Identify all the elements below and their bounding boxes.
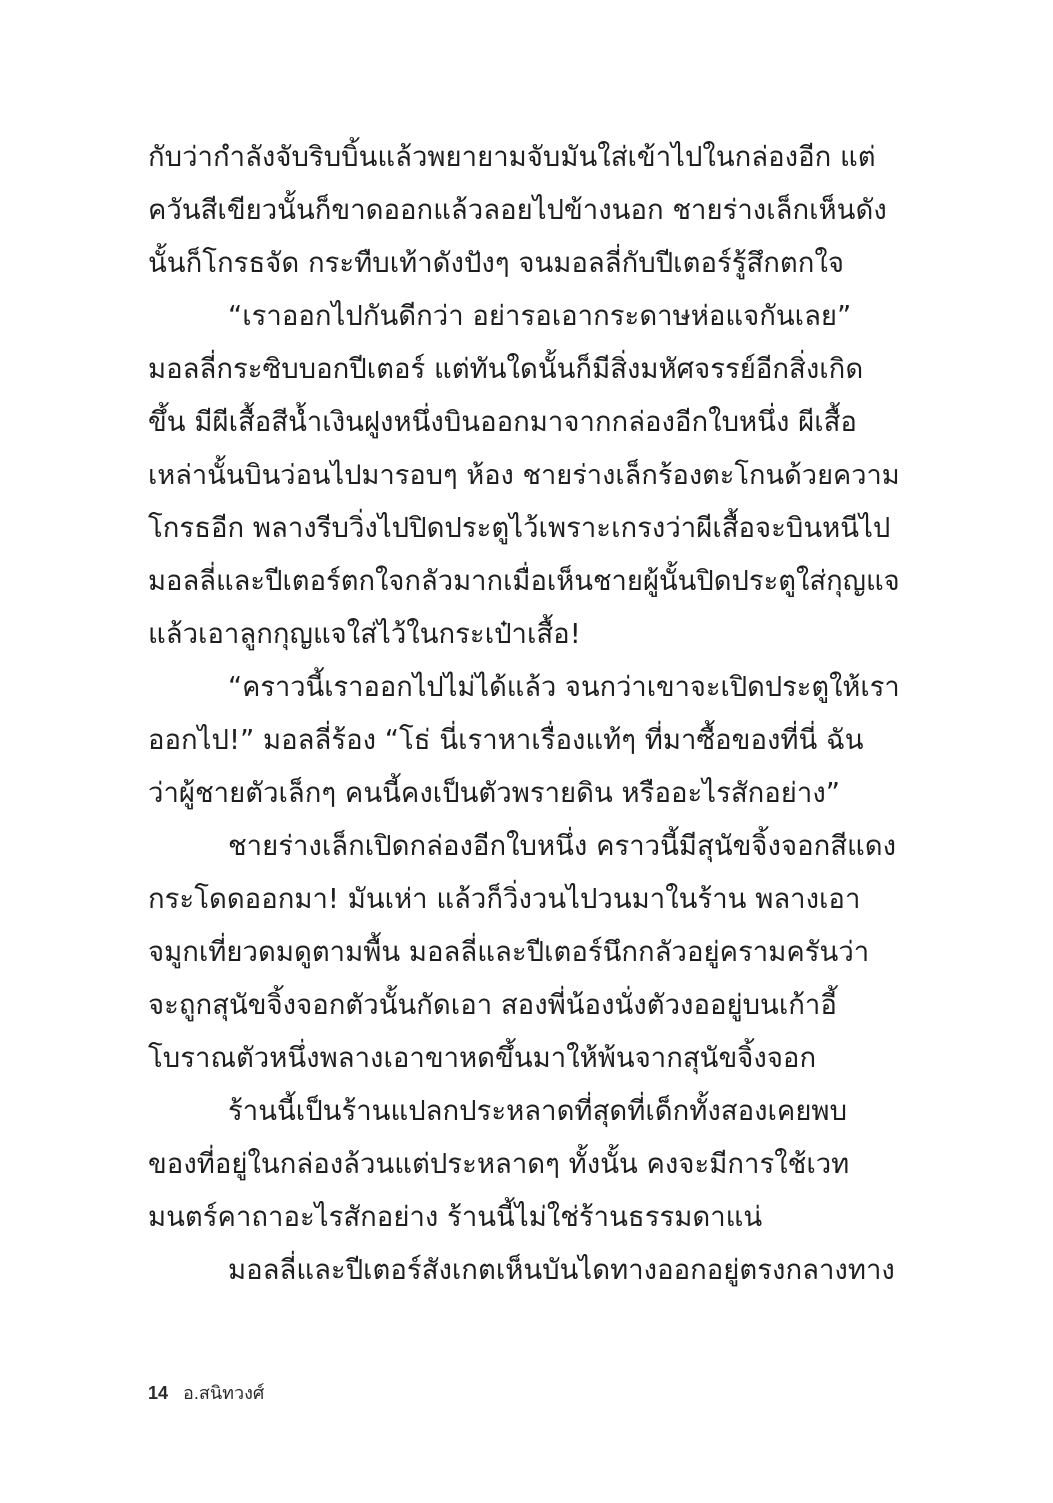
text-line: มอลลี่และปีเตอร์ตกใจกลัวมากเมื่อเห็นชายผู้นั้นปิดประตูใส่กุญแจ bbox=[148, 566, 900, 597]
text-line-paragraph-start: มอลลี่และปีเตอร์สังเกตเห็นบันไดทางออกอยู่ตรงกลางทาง bbox=[228, 1254, 895, 1286]
text-line-paragraph-start: “คราวนี้เราออกไปไม่ได้แล้ว จนกว่าเขาจะเปิดประตูให้เรา bbox=[228, 672, 900, 703]
body-text bbox=[148, 131, 900, 1297]
text-line: โกรธอีก พลางรีบวิ่งไปปิดประตูไว้เพราะเกรงว่าผีเสื้อจะบินหนีไป bbox=[148, 512, 891, 544]
text-line: กระโดดออกมา! มันเห่า แล้วก็วิ่งวนไปวนมาในร้าน พลางเอา bbox=[148, 883, 861, 915]
text-line: ของที่อยู่ในกล่องล้วนแต่ประหลาดๆ ทั้งนั้น คงจะมีการใช้เวท bbox=[148, 1148, 850, 1180]
text-line-paragraph-start: “เราออกไปกันดีกว่า อย่ารอเอากระดาษห่อแจกันเลย” bbox=[228, 300, 852, 332]
text-line-paragraph-start: ชายร่างเล็กเปิดกล่องอีกใบหนึ่ง คราวนี้มีสุนัขจิ้งจอกสีแดง bbox=[228, 830, 897, 862]
page-number: 14 bbox=[148, 1383, 169, 1403]
author-name: อ.สนิทวงศ์ bbox=[183, 1383, 265, 1403]
text-line: มอลลี่กระซิบบอกปีเตอร์ แต่ทันใดนั้นก็มีสิ่งมหัศจรรย์อีกสิ่งเกิด bbox=[148, 353, 864, 385]
text-line: นั้นก็โกรธจัด กระทืบเท้าดังปังๆ จนมอลลี่กับปีเตอร์รู้สึกตกใจ bbox=[148, 247, 844, 279]
text-line: จมูกเที่ยวดมดูตามพื้น มอลลี่และปีเตอร์นึกกลัวอยู่ครามครันว่า bbox=[148, 936, 870, 968]
page-footer bbox=[148, 1381, 264, 1405]
text-line: แล้วเอาลูกกุญแจใส่ไว้ในกระเป๋าเสื้อ! bbox=[148, 618, 581, 650]
text-line: มนตร์คาถาอะไรสักอย่าง ร้านนี้ไม่ใช่ร้านธรรมดาแน่ bbox=[148, 1201, 763, 1233]
text-line: เหล่านั้นบินว่อนไปมารอบๆ ห้อง ชายร่างเล็กร้องตะโกนด้วยความ bbox=[148, 460, 900, 491]
text-line: กับว่ากำลังจับริบบิ้นแล้วพยายามจับมันใส่เข้าไปในกล่องอีก แต่ bbox=[148, 141, 876, 173]
text-line: ว่าผู้ชายตัวเล็กๆ คนนี้คงเป็นตัวพรายดิน หรืออะไรสักอย่าง” bbox=[148, 777, 841, 809]
text-line: ควันสีเขียวนั้นก็ขาดออกแล้วลอยไปข้างนอก ชายร่างเล็กเห็นดัง bbox=[148, 194, 887, 226]
text-line: ขึ้น มีผีเสื้อสีน้ำเงินฝูงหนึ่งบินออกมาจากกล่องอีกใบหนึ่ง ผีเสื้อ bbox=[148, 406, 857, 438]
text-line: จะถูกสุนัขจิ้งจอกตัวนั้นกัดเอา สองพี่น้องนั่งตัวงออยู่บนเก้าอี้ bbox=[148, 989, 837, 1021]
text-line-paragraph-start: ร้านนี้เป็นร้านแปลกประหลาดที่สุดที่เด็กทั้งสองเคยพบ bbox=[228, 1095, 848, 1127]
text-line: ออกไป!” มอลลี่ร้อง “โธ่ นี่เราหาเรื่องแท้ๆ ที่มาซื้อของที่นี่ ฉัน bbox=[148, 724, 864, 756]
text-line: โบราณตัวหนึ่งพลางเอาขาหดขึ้นมาให้พ้นจากสุนัขจิ้งจอก bbox=[148, 1042, 817, 1074]
